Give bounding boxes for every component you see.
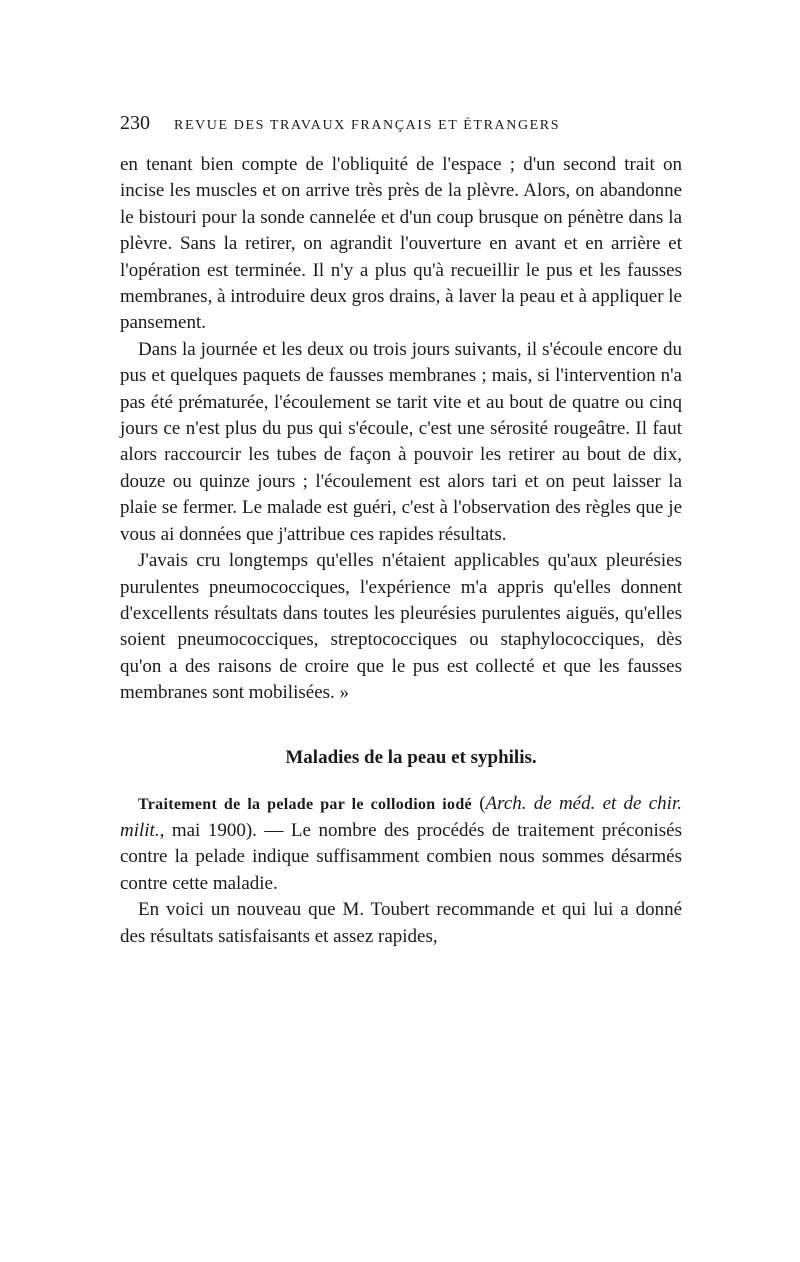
page-number: 230 <box>120 112 150 134</box>
book-page <box>120 112 682 950</box>
paragraph-3: J'avais cru longtemps qu'elles n'étaient applicables qu'aux pleurésies purulentes pneumococciques, l'expérience m'a appris qu'elles donnent d'excellents résultats dans toutes les pleurésies purulentes aiguës, qu'elles soient pneumococciques, streptococciques ou staphylococciques, dès qu'on a des raisons de croire que le pus est collecté et que les fausses membranes sont mobilisées. » <box>120 550 682 704</box>
article-body: Le nombre des procédés de traitement préconisés contre la pelade indique suffisamment combien nous sommes désarmés contre cette maladie. <box>120 819 682 894</box>
paragraph-1: en tenant bien compte de l'obliquité de l'espace ; d'un second trait on incise les muscles et on arrive très près de la plèvre. Alors, on abandonne le bistouri pour la sonde cannelée et d'un coup brusque on pénètre dans la plèvre. Sans la retirer, on agrandit l'ouverture en avant et en arrière et l'opération est terminée. Il n'y a plus qu'à recueillir le pus et les fausses membranes, à introduire deux gros drains, à laver la peau et à appliquer le pansement. <box>120 154 682 334</box>
article-heading: Traitement de la pelade par le collodion iodé <box>138 795 472 813</box>
next-paragraph: En voici un nouveau que M. Toubert recommande et qui lui a donné des résultats satisfaisants et assez rapides, <box>120 899 682 947</box>
section-title: Maladies de la peau et syphilis. <box>285 746 537 768</box>
citation-date: , mai 1900). — <box>159 819 291 841</box>
running-head <box>120 112 682 144</box>
article-paragraph <box>120 791 682 898</box>
paragraph-2: Dans la journée et les deux ou trois jours suivants, il s'écoule encore du pus et quelques paquets de fausses membranes ; mais, si l'intervention n'a pas été prématurée, l'écoulement se tarit vite et au bout de quatre ou cinq jours ce n'est plus du pus qui s'écoule, c'est une sérosité rougeâtre. Il faut alors raccourcir les tubes de façon à pouvoir les retirer au bout de dix, douze ou quinze jours ; l'écoulement est alors tari et on peut laisser la plaie se fermer. Le malade est guéri, c'est à l'observation des règles que je vous ai données que j'attribue ces rapides résultats. <box>120 338 682 545</box>
running-title: REVUE DES TRAVAUX FRANÇAIS ET ÉTRANGERS <box>174 118 561 133</box>
citation-open: ( <box>471 792 486 814</box>
citation-source: Arch. de méd. et de chir. milit. <box>120 792 682 841</box>
